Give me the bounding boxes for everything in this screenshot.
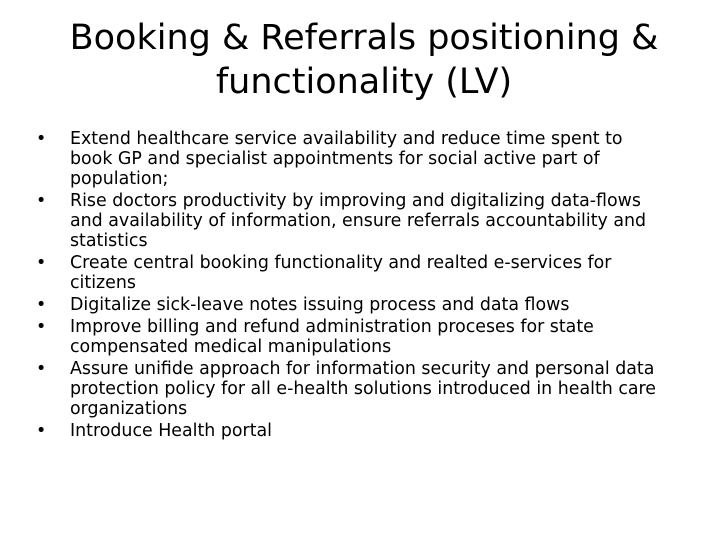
slide-title-line-2: functionality (LV) — [215, 62, 513, 102]
bullet-dot: • — [36, 191, 47, 211]
bullet-line: citizens — [70, 273, 136, 293]
bullet-line: population; — [70, 169, 169, 189]
slide-title — [60, 16, 668, 104]
bullet-line: Create central booking functionality and realted e-services for — [70, 253, 612, 273]
bullet-item-2 — [36, 191, 716, 251]
bullet-dot: • — [36, 129, 47, 149]
bullet-item-3 — [36, 253, 716, 293]
bullet-line: compensated medical manipulations — [70, 337, 392, 357]
bullet-dot: • — [36, 421, 47, 441]
bullet-line: Introduce Health portal — [70, 421, 272, 441]
bullet-line: and availability of information, ensure referrals accountability and — [70, 211, 647, 231]
bullet-item-7 — [36, 421, 716, 441]
bullet-line: Rise doctors productivity by improving and digitalizing data-flows — [70, 191, 641, 211]
bullet-line: Assure unifide approach for information security and personal data — [70, 359, 655, 379]
bullet-dot: • — [36, 253, 47, 273]
bullet-dot: • — [36, 317, 47, 337]
bullet-line: statistics — [70, 231, 148, 251]
bullet-list — [36, 129, 716, 443]
bullet-line: organizations — [70, 399, 188, 419]
bullet-item-1 — [36, 129, 716, 189]
bullet-dot: • — [36, 359, 47, 379]
bullet-item-6 — [36, 359, 716, 419]
bullet-line: Digitalize sick-leave notes issuing process and data flows — [70, 295, 570, 315]
bullet-dot: • — [36, 295, 47, 315]
bullet-line: book GP and specialist appointments for social active part of — [70, 149, 600, 169]
bullet-item-5 — [36, 317, 716, 357]
slide-title-line-1: Booking & Referrals positioning & — [69, 18, 659, 58]
bullet-line: Extend healthcare service availability and reduce time spent to — [70, 129, 623, 149]
bullet-item-4 — [36, 295, 716, 315]
bullet-line: Improve billing and refund administration proceses for state — [70, 317, 594, 337]
bullet-line: protection policy for all e-health solutions introduced in health care — [70, 379, 656, 399]
